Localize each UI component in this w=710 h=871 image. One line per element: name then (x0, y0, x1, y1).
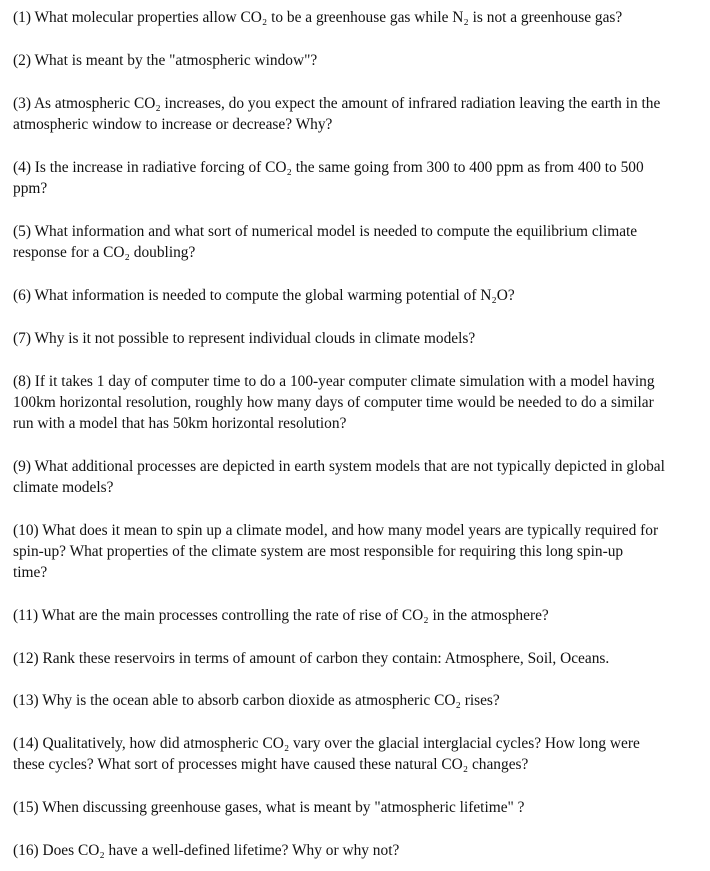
question-line: climate models? (13, 479, 114, 496)
question-line: time? (13, 564, 48, 581)
question-13 (13, 690, 703, 711)
question-line: (9) What additional processes are depicted in earth system models that are not typically depicted in global (13, 458, 665, 475)
question-line: (2) What is meant by the "atmospheric window"? (13, 52, 318, 69)
question-15 (13, 797, 703, 818)
question-line: atmospheric window to increase or decrease? Why? (13, 116, 333, 133)
question-line: these cycles? What sort of processes might have caused these natural CO₂ changes? (13, 756, 529, 773)
question-1 (13, 7, 703, 28)
question-4 (13, 157, 703, 199)
question-line: (4) Is the increase in radiative forcing of CO₂ the same going from 300 to 400 ppm as from 400 to 500 (13, 159, 644, 176)
question-line: (8) If it takes 1 day of computer time to do a 100-year computer climate simulation with a model having (13, 373, 655, 390)
question-3 (13, 93, 703, 135)
question-line: (13) Why is the ocean able to absorb carbon dioxide as atmospheric CO₂ rises? (13, 692, 500, 709)
question-line: (6) What information is needed to compute the global warming potential of N₂O? (13, 287, 515, 304)
question-8 (13, 371, 703, 434)
question-line: 100km horizontal resolution, roughly how many days of computer time would be needed to do a similar (13, 394, 654, 411)
question-line: (12) Rank these reservoirs in terms of amount of carbon they contain: Atmosphere, Soil, Oceans. (13, 650, 610, 667)
question-line: (3) As atmospheric CO₂ increases, do you expect the amount of infrared radiation leaving the earth in the (13, 95, 661, 112)
question-7 (13, 328, 703, 349)
question-12 (13, 648, 703, 669)
question-line: (16) Does CO₂ have a well-defined lifetime? Why or why not? (13, 842, 400, 859)
question-line: ppm? (13, 180, 48, 197)
question-line: run with a model that has 50km horizontal resolution? (13, 415, 347, 432)
question-11 (13, 605, 703, 626)
question-2 (13, 50, 703, 71)
question-line: (10) What does it mean to spin up a climate model, and how many model years are typically required for (13, 522, 659, 539)
question-6 (13, 285, 703, 306)
question-16 (13, 840, 703, 861)
question-5 (13, 221, 703, 263)
question-14 (13, 733, 703, 775)
question-9 (13, 456, 703, 498)
question-line: (1) What molecular properties allow CO₂ to be a greenhouse gas while N₂ is not a greenhouse gas? (13, 9, 623, 26)
question-line: (11) What are the main processes controlling the rate of rise of CO₂ in the atmosphere? (13, 607, 549, 624)
question-line: (14) Qualitatively, how did atmospheric CO₂ vary over the glacial interglacial cycles? How long were (13, 735, 640, 752)
question-10 (13, 520, 703, 583)
question-line: spin-up? What properties of the climate system are most responsible for requiring this long spin-up (13, 543, 624, 560)
question-line: (7) Why is it not possible to represent individual clouds in climate models? (13, 330, 476, 347)
question-line: (5) What information and what sort of numerical model is needed to compute the equilibrium climate (13, 223, 638, 240)
question-line: (15) When discussing greenhouse gases, what is meant by "atmospheric lifetime" ? (13, 799, 525, 816)
question-line: response for a CO₂ doubling? (13, 244, 196, 261)
